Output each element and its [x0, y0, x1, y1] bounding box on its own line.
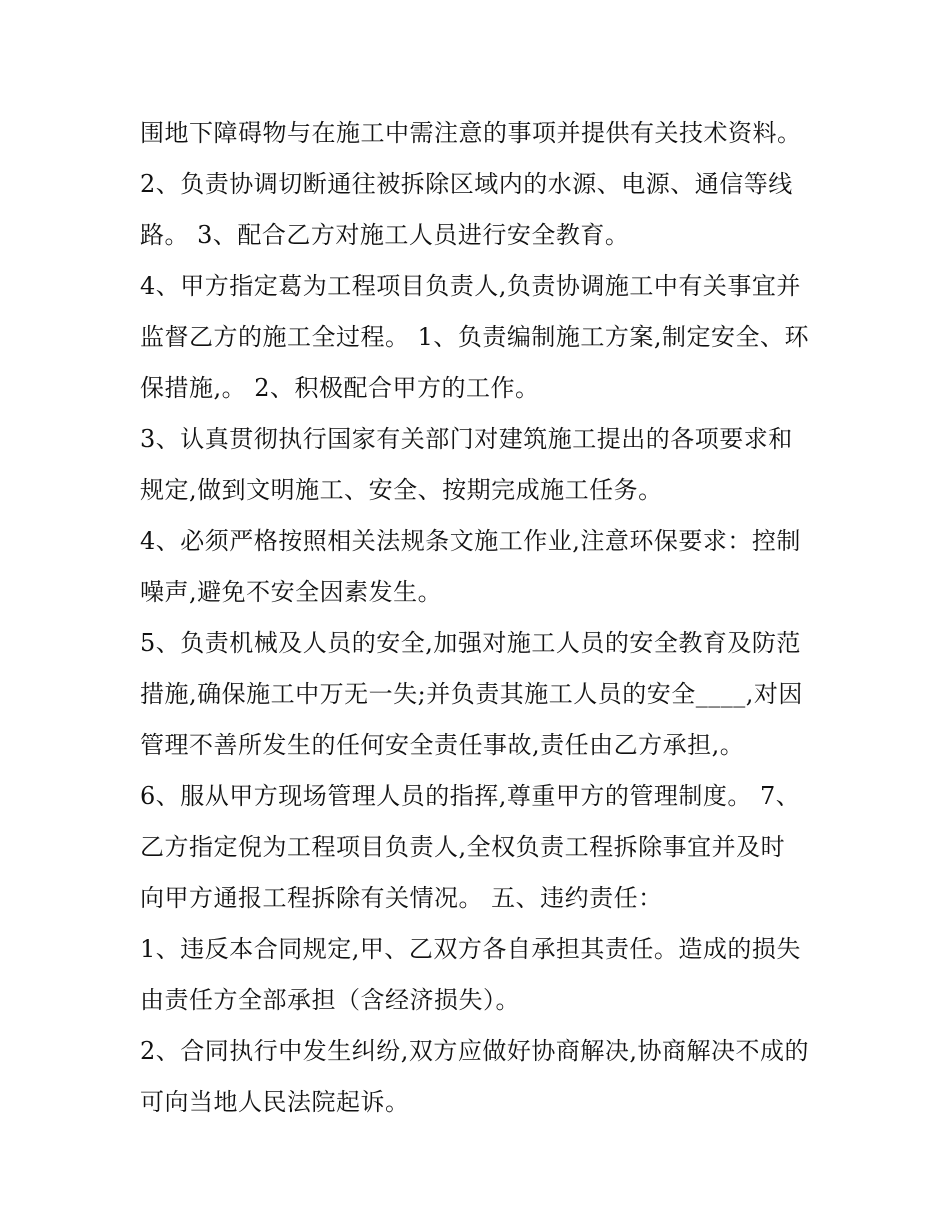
- text-line: 围地下障碍物与在施工中需注意的事项并提供有关技术资料。: [140, 119, 802, 147]
- text-line: 可向当地人民法院起诉。: [140, 1088, 410, 1116]
- text-line: 4、甲方指定葛为工程项目负责人,负责协调施工中有关事宜并: [140, 272, 801, 300]
- text-line: 5、负责机械及人员的安全,加强对施工人员的安全教育及防范: [140, 629, 801, 657]
- text-line: 2、合同执行中发生纠纷,双方应做好协商解决,协商解决不成的: [140, 1037, 810, 1065]
- text-line: 监督乙方的施工全过程。 1、负责编制施工方案,制定安全、环: [140, 323, 810, 351]
- text-line: 保措施,。 2、积极配合甲方的工作。: [140, 374, 540, 402]
- text-line: 路。 3、配合乙方对施工人员进行安全教育。: [140, 221, 630, 249]
- text-line: 6、服从甲方现场管理人员的指挥,尊重甲方的管理制度。 7、: [140, 782, 801, 810]
- text-line: 由责任方全部承担（含经济损失）。: [140, 986, 520, 1014]
- text-line: 1、违反本合同规定,甲、乙双方各自承担其责任。造成的损失: [140, 935, 801, 963]
- document-body: [140, 108, 820, 1128]
- text-line: 噪声,避免不安全因素发生。: [140, 578, 443, 606]
- text-line: 向甲方通报工程拆除有关情况。 五、违约责任：: [140, 884, 663, 912]
- text-line: 2、负责协调切断通往被拆除区域内的水源、电源、通信等线: [140, 170, 793, 198]
- text-line: 乙方指定倪为工程项目负责人,全权负责工程拆除事宜并及时: [140, 833, 786, 861]
- text-line: 4、必须严格按照相关法规条文施工作业,注意环保要求：控制: [140, 527, 801, 555]
- text-line: 管理不善所发生的任何安全责任事故,责任由乙方承担,。: [140, 731, 745, 759]
- text-line: 规定,做到文明施工、安全、按期完成施工任务。: [140, 476, 663, 504]
- text-line: 措施,确保施工中万无一失;并负责其施工人员的安全____,对因: [140, 680, 803, 708]
- text-line: 3、认真贯彻执行国家有关部门对建筑施工提出的各项要求和: [140, 425, 793, 453]
